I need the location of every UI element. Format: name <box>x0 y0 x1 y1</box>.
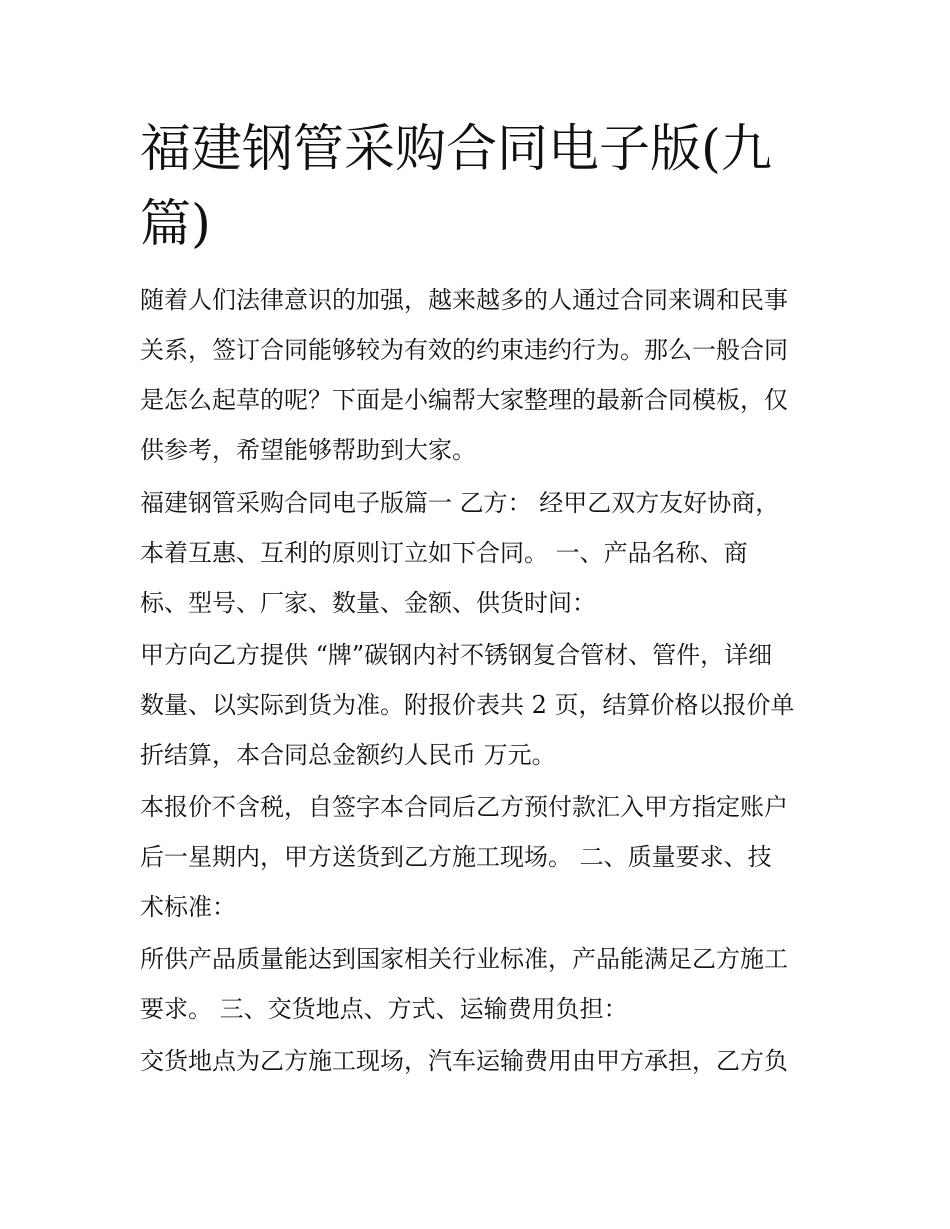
body-line-14: 所供产品质量能达到国家相关行业标准，产品能满足乙方施工 <box>140 945 788 973</box>
body-line-7: 标、型号、厂家、数量、金额、供货时间： <box>140 589 596 617</box>
body-line-3: 是怎么起草的呢？下面是小编帮大家整理的最新合同模板，仅 <box>140 386 788 414</box>
body-line-13: 术标准： <box>140 893 236 921</box>
body-line-4: 供参考，希望能够帮助到大家。 <box>140 436 476 464</box>
title-line-2: 篇) <box>140 195 211 254</box>
body-line-9: 数量、以实际到货为准。附报价表共 2 页，结算价格以报价单 <box>140 691 795 719</box>
body-line-15: 要求。 三、交货地点、方式、运输费用负担： <box>140 995 628 1023</box>
body-line-10: 折结算，本合同总金额约人民币 万元。 <box>140 741 556 769</box>
body-line-8: 甲方向乙方提供 “牌”碳钢内衬不锈钢复合管材、管件，详细 <box>140 641 773 669</box>
body-line-1: 随着人们法律意识的加强，越来越多的人通过合同来调和民事 <box>140 286 788 314</box>
body-line-12: 后一星期内，甲方送货到乙方施工现场。 二、质量要求、技 <box>140 843 772 871</box>
body-line-5: 福建钢管采购合同电子版篇一 乙方： 经甲乙双方友好协商， <box>140 489 780 517</box>
body-line-11: 本报价不含税，自签字本合同后乙方预付款汇入甲方指定账户 <box>140 793 788 821</box>
document-title <box>140 112 820 262</box>
body-line-16: 交货地点为乙方施工现场，汽车运输费用由甲方承担，乙方负 <box>140 1047 788 1075</box>
body-line-6: 本着互惠、互利的原则订立如下合同。 一、产品名称、商 <box>140 539 748 567</box>
body-line-2: 关系，签订合同能够较为有效的约束违约行为。那么一般合同 <box>140 336 788 364</box>
title-line-1: 福建钢管采购合同电子版(九 <box>140 120 772 179</box>
